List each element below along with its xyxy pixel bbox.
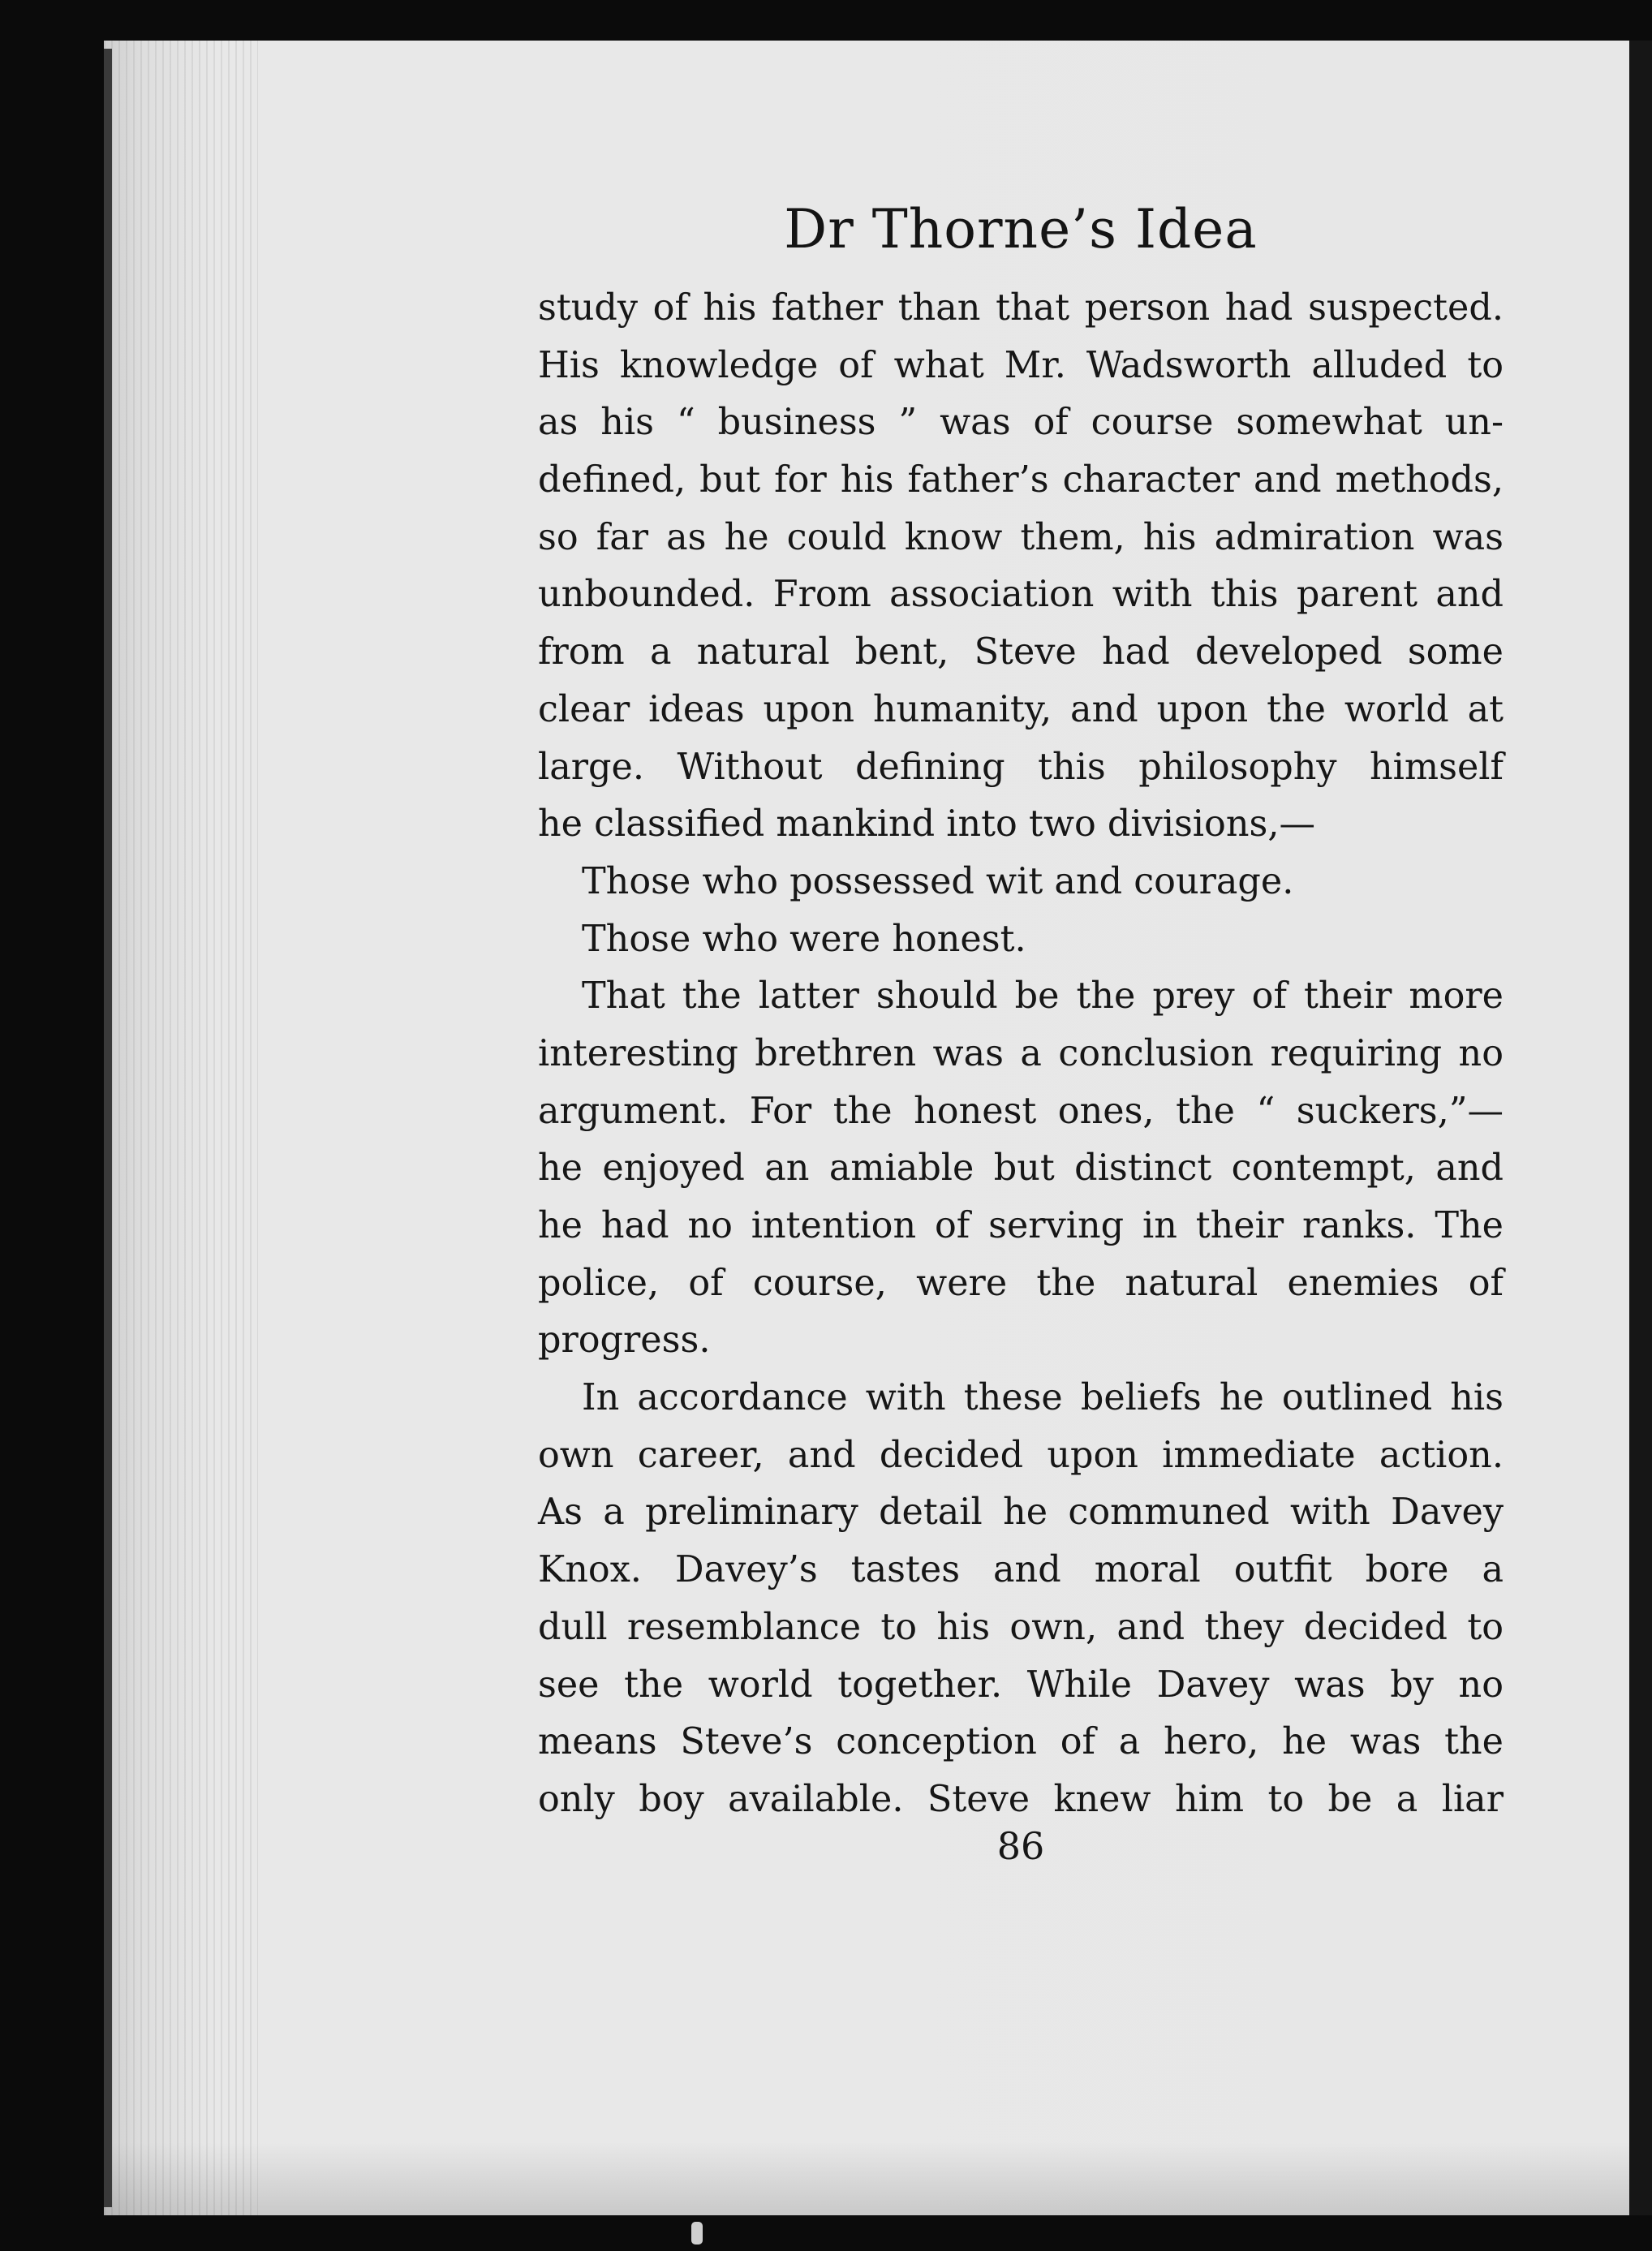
binding-edge	[104, 49, 112, 2207]
text-line: as his “ business ” was of course somewhat un-	[538, 402, 1504, 444]
text-line: only boy available. Steve knew him to be a liar	[538, 1778, 1504, 1820]
scan-border-right	[1629, 41, 1652, 2215]
text-line: unbounded. From association with this parent and	[538, 574, 1504, 616]
text-line: progress.	[538, 1319, 711, 1362]
body-text	[538, 280, 1504, 1829]
scan-artifact	[691, 2222, 703, 2245]
text-line: own career, and decided upon immediate action.	[538, 1434, 1504, 1476]
text-line: As a preliminary detail he communed with Davey	[538, 1491, 1504, 1534]
page-number: 86	[996, 1824, 1045, 1868]
text-line: Knox. Davey’s tastes and moral outfit bore a	[538, 1549, 1504, 1591]
page-edge-stack	[104, 41, 258, 2215]
text-line: That the latter should be the prey of their more	[582, 975, 1504, 1018]
running-head: Dr Thorne’s Idea	[784, 198, 1258, 260]
text-line: dull resemblance to his own, and they decided to	[538, 1606, 1504, 1648]
text-line: interesting brethren was a conclusion requiring no	[538, 1032, 1504, 1074]
text-line: Those who were honest.	[582, 918, 1026, 960]
text-line: large. Without defining this philosophy himself	[538, 746, 1504, 788]
text-line: he classified mankind into two divisions,—	[538, 803, 1315, 846]
text-line: police, of course, were the natural enemies of	[538, 1262, 1504, 1304]
text-line: he had no intention of serving in their ranks. The	[538, 1205, 1504, 1246]
text-line: defined, but for his father’s character and methods,	[538, 459, 1504, 501]
text-line: In accordance with these beliefs he outlined his	[582, 1377, 1504, 1419]
text-line: study of his father than that person had suspected.	[538, 287, 1504, 329]
page-bottom-shadow	[104, 2142, 1629, 2215]
text-line: from a natural bent, Steve had developed some	[538, 631, 1504, 674]
text-line: clear ideas upon humanity, and upon the world at	[538, 688, 1504, 730]
text-line: so far as he could know them, his admiration was	[538, 516, 1504, 558]
text-line: means Steve’s conception of a hero, he was the	[538, 1721, 1504, 1763]
text-line: see the world together. While Davey was by no	[538, 1664, 1504, 1706]
text-line: he enjoyed an amiable but distinct contempt, and	[538, 1147, 1504, 1190]
text-line: argument. For the honest ones, the “ suckers,”—	[538, 1090, 1504, 1132]
text-line: Those who possessed wit and courage.	[582, 860, 1294, 902]
text-line: His knowledge of what Mr. Wadsworth alluded to	[538, 344, 1504, 386]
